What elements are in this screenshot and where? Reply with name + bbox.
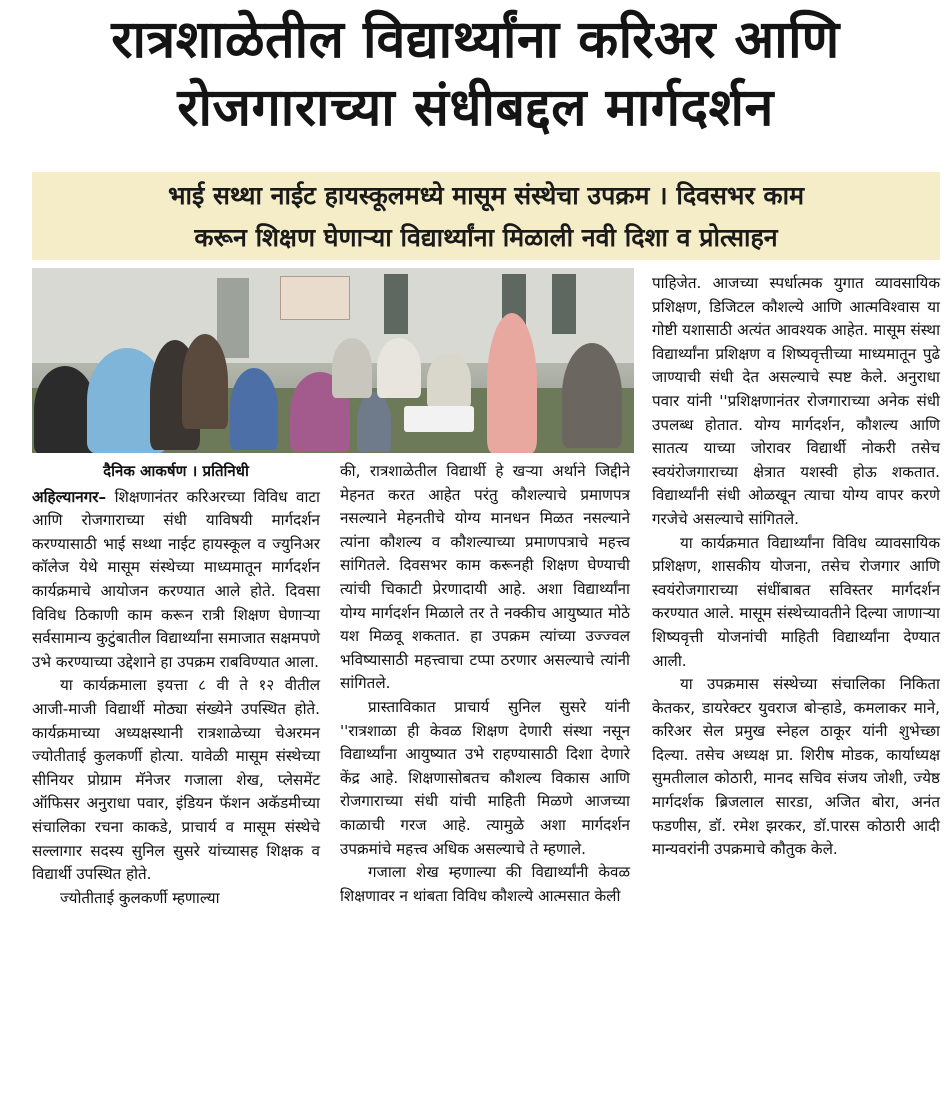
subheadline-line-2: करून शिक्षण घेणाऱ्या विद्यार्थ्यांना मिळाली नवी दिशा व प्रोत्साहन [194, 223, 778, 252]
photo-person [357, 392, 391, 452]
photo-person [562, 343, 622, 448]
photo-person [427, 353, 471, 408]
col2-paragraph-2: प्रास्ताविकात प्राचार्य सुनिल सुसरे यांनी ''रात्रशाळा ही केवळ शिक्षण देणारी संस्था नसून विद्यार्थ्यांना आयुष्यात उभे राहण्यासाठी दिशा देणारे केंद्र आहे. शिक्षणासोबतच कौशल्य विकास आणि रोजगाराच्या संधी यांची माहिती मिळणे आजच्या काळाची गरज आहे. त्यामुळे अशा मार्गदर्शन उपक्रमांचे महत्त्व अधिक असल्याचे ते म्हणाले. [340, 697, 630, 858]
col3-paragraph-2: या कार्यक्रमात विद्यार्थ्यांना विविध व्यावसायिक प्रशिक्षण, शासकीय योजना, तसेच रोजगार आणि स्वयंरोजगाराच्या संधींबाबत सविस्तर मार्गदर्शन करण्यात आले. मासूम संस्थेच्यावतीने दिल्या जाणाऱ्या शिष्यवृत्ती योजनांची माहिती विद्यार्थ्यांना देण्यात आली. [652, 533, 940, 670]
col1-paragraph-3: ज्योतीताई कुलकर्णी म्हणाल्या [60, 888, 220, 907]
article-column-3 [652, 272, 940, 862]
article-column-2 [340, 460, 630, 908]
photo-window [552, 274, 576, 334]
subheadline [32, 172, 940, 260]
headline-line-2: रोजगाराच्या संधीबद्दल मार्गदर्शन [177, 78, 774, 138]
photo-projector-table [404, 406, 474, 432]
photo-stage-banner [280, 276, 350, 320]
col3-paragraph-1: पाहिजेत. आजच्या स्पर्धात्मक युगात व्यावसायिक प्रशिक्षण, डिजिटल कौशल्ये आणि आत्मविश्वास या गोष्टी यशासाठी अत्यंत आवश्यक आहेत. मासूम संस्था विद्यार्थ्यांना प्रशिक्षण व शिष्यवृत्तीच्या माध्यमातून पुढे जाण्याची संधी देत असल्याचे स्पष्ट केले. अनुराधा पवार यांनी ''प्रशिक्षणानंतर रोजगाराच्या अनेक संधी उपलब्ध होतात. योग्य मार्गदर्शन, कौशल्य आणि सातत्य याच्या जोरावर विद्यार्थी नोकरी तसेच स्वयंरोजगाराच्या क्षेत्रात यशस्वी होऊ शकतात. विद्यार्थ्यांनी संधी ओळखून त्याचा योग्य वापर करणे गरजेचे असल्याचे सांगितले. [652, 274, 940, 528]
byline: दैनिक आकर्षण । प्रतिनिधी [103, 462, 249, 480]
photo-person [230, 368, 278, 450]
photo-person [332, 338, 372, 398]
photo-speaker [487, 313, 537, 453]
col2-paragraph-3: गजाला शेख म्हणाल्या की विद्यार्थ्यांनी केवळ शिक्षणावर न थांबता विविध कौशल्ये आत्मसात केली [340, 863, 630, 905]
col3-paragraph-3: या उपक्रमास संस्थेच्या संचालिका निकिता केतकर, डायरेक्टर युवराज बोऱ्हाडे, कमलाकर माने, करिअर सेल प्रमुख स्नेहल ठाकूर यांनी शुभेच्छा दिल्या. तसेच अध्यक्ष प्रा. शिरीष मोडक, कार्याध्यक्ष सुमतीलाल कोठारी, मानद सचिव संजय जोशी, ज्येष्ठ मार्गदर्शक ब्रिजलाल सारडा, अजित बोरा, अनंत फडणीस, डॉ. रमेश झरकर, डॉ.पारस कोठारी आदी मान्यवरांनी उपक्रमाचे कौतुक केले. [652, 675, 940, 859]
photo-door [217, 278, 249, 358]
headline-line-1: रात्रशाळेतील विद्यार्थ्यांना करिअर आणि [111, 10, 840, 70]
event-photo [32, 268, 634, 453]
photo-person [377, 338, 421, 398]
article-column-1 [32, 460, 320, 910]
photo-person [182, 334, 228, 429]
photo-window [384, 274, 408, 334]
col1-paragraph-2: या कार्यक्रमाला इयत्ता ८ वी ते १२ वीतील आजी-माजी विद्यार्थी मोठ्या संख्येने उपस्थित होते. कार्यक्रमाच्या अध्यक्षस्थानी रात्रशाळेच्या चेअरमन ज्योतीताई कुलकर्णी होत्या. यावेळी मासूम संस्थेच्या सीनियर प्रोग्राम मॅनेजर गजाला शेख, प्लेसमेंट ऑफिसर अनुराधा पवार, इंडियन फॅशन अकॅडमीच्या संचालिका रचना काकडे, प्राचार्य व मासूम संस्थेचे सल्लागार सदस्य सुनिल सुसरे यांच्यासह शिक्षक व विद्यार्थी उपस्थित होते. [32, 676, 320, 884]
dateline-place: अहिल्यानगर– [32, 487, 107, 506]
subheadline-line-1: भाई सथ्था नाईट हायस्कूलमध्ये मासूम संस्थेचा उपक्रम । दिवसभर काम [167, 181, 805, 210]
headline [10, 6, 941, 142]
col1-paragraph-1: शिक्षणानंतर करिअरच्या विविध वाटा आणि रोजगाराच्या संधी याविषयी मार्गदर्शन करण्यासाठी भाई सथ्था नाईट हायस्कूल व ज्युनिअर कॉलेज येथे मासूम संस्थेच्या माध्यमातून मार्गदर्शन कार्यक्रमाचे आयोजन करण्यात आले होते. दिवसा विविध ठिकाणी काम करून रात्री शिक्षण घेणाऱ्या सर्वसामान्य कुटुंबातील विद्यार्थ्यांना समाजात सक्षमपणे उभे करण्याच्या उद्देशाने हा उपक्रम राबविण्यात आला. [32, 487, 320, 671]
col2-paragraph-1: की, रात्रशाळेतील विद्यार्थी हे खऱ्या अर्थाने जिद्दीने मेहनत करत आहेत परंतु कौशल्याचे प्रमाणपत्र नसल्याने मेहनतीचे योग्य मानधन मिळत नसल्याने त्यांना कौशल्य व कौशल्याच्या प्रमाणपत्राचे महत्त्व सांगितले. दिवसभर काम करूनही शिक्षण घेण्याची त्यांची चिकाटी प्रेरणादायी आहे. अशा विद्यार्थ्यांना योग्य मार्गदर्शन मिळाले तर ते नक्कीच आयुष्यात मोठे यश मिळवू शकतात. हा उपक्रम त्यांच्या उज्ज्वल भविष्यासाठी महत्त्वाचा टप्पा ठरणार असल्याचे त्यांनी सांगितले. [340, 462, 630, 693]
